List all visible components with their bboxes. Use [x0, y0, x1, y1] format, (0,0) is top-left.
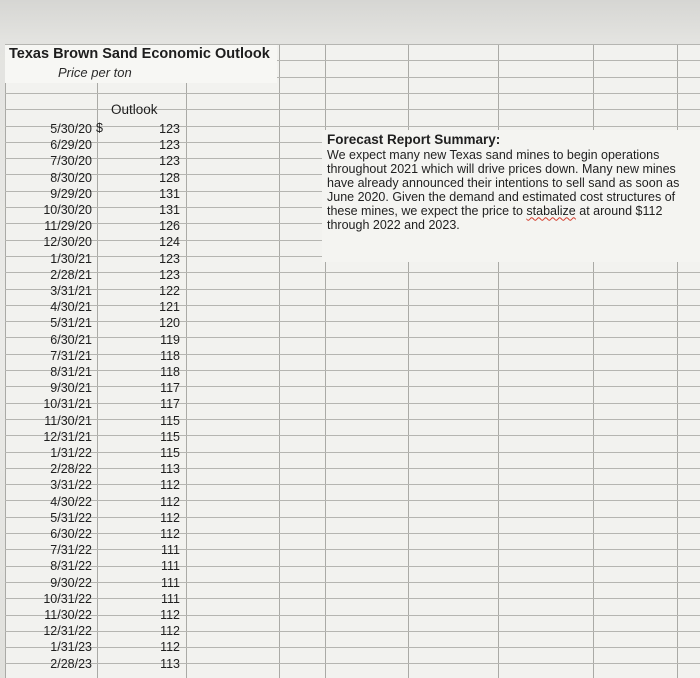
row-outlook-value[interactable]: 111 — [160, 576, 180, 590]
sheet-subtitle: Price per ton — [58, 65, 132, 80]
row-date[interactable]: 10/31/21 — [43, 397, 92, 411]
row-outlook-value[interactable]: 121 — [159, 300, 180, 314]
row-outlook-value[interactable]: 112 — [160, 511, 180, 525]
row-outlook-value[interactable]: 112 — [160, 495, 180, 509]
row-outlook-value[interactable]: 131 — [159, 203, 180, 217]
row-date[interactable]: 11/30/21 — [44, 414, 92, 428]
row-date[interactable]: 11/30/22 — [44, 608, 92, 622]
row-date[interactable]: 6/30/21 — [50, 333, 92, 347]
row-outlook-value[interactable]: 131 — [159, 187, 180, 201]
row-date[interactable]: 2/28/21 — [50, 268, 92, 282]
column-header-outlook: Outlook — [111, 102, 158, 117]
row-date[interactable]: 7/31/21 — [50, 349, 92, 363]
summary-text — [327, 148, 699, 233]
row-date[interactable]: 9/29/20 — [50, 187, 92, 201]
row-outlook-value[interactable]: 117 — [160, 381, 180, 395]
row-date[interactable]: 8/30/20 — [50, 171, 92, 185]
row-outlook-value[interactable]: 123 — [159, 122, 180, 136]
row-outlook-value[interactable]: 115 — [160, 446, 180, 460]
row-outlook-value[interactable]: 112 — [160, 640, 180, 654]
row-outlook-value[interactable]: 112 — [160, 624, 180, 638]
row-outlook-value[interactable]: 112 — [160, 527, 180, 541]
row-date[interactable]: 11/29/20 — [44, 219, 92, 233]
row-outlook-value[interactable]: 128 — [159, 171, 180, 185]
row-date[interactable]: 8/31/21 — [50, 365, 92, 379]
row-outlook-value[interactable]: 112 — [160, 608, 180, 622]
row-date[interactable]: 12/30/20 — [43, 235, 92, 249]
row-outlook-value[interactable]: 111 — [160, 543, 180, 557]
row-date[interactable]: 7/30/20 — [50, 154, 92, 168]
row-date[interactable]: 12/31/21 — [43, 430, 92, 444]
row-outlook-value[interactable]: 126 — [159, 219, 180, 233]
row-date[interactable]: 8/31/22 — [50, 559, 92, 573]
row-date[interactable]: 4/30/21 — [50, 300, 92, 314]
row-outlook-value[interactable]: 123 — [159, 154, 180, 168]
row-outlook-value[interactable]: 118 — [160, 365, 180, 379]
row-outlook-value[interactable]: 120 — [159, 316, 180, 330]
row-date[interactable]: 9/30/21 — [50, 381, 92, 395]
row-date[interactable]: 4/30/22 — [50, 495, 92, 509]
row-outlook-value[interactable]: 119 — [160, 333, 180, 347]
row-date[interactable]: 9/30/22 — [50, 576, 92, 590]
row-date[interactable]: 6/30/22 — [50, 527, 92, 541]
row-outlook-value[interactable]: 111 — [160, 559, 180, 573]
row-date[interactable]: 7/31/22 — [50, 543, 92, 557]
row-outlook-value[interactable]: 113 — [160, 657, 180, 671]
row-date[interactable]: 10/30/20 — [43, 203, 92, 217]
row-date[interactable]: 1/31/22 — [50, 446, 92, 460]
row-date[interactable]: 1/30/21 — [50, 252, 92, 266]
row-date[interactable]: 1/31/23 — [50, 640, 92, 654]
row-date[interactable]: 2/28/23 — [50, 657, 92, 671]
row-outlook-value[interactable]: 115 — [160, 414, 180, 428]
row-date[interactable]: 5/30/20 — [50, 122, 92, 136]
sheet-title: Texas Brown Sand Economic Outlook — [9, 46, 270, 62]
row-date[interactable]: 5/31/22 — [50, 511, 92, 525]
row-outlook-value[interactable]: 123 — [159, 268, 180, 282]
row-outlook-value[interactable]: 111 — [160, 592, 180, 606]
row-outlook-value[interactable]: 123 — [159, 252, 180, 266]
grid-row-line — [5, 109, 700, 110]
row-date[interactable]: 10/31/22 — [43, 592, 92, 606]
summary-title: Forecast Report Summary: — [327, 132, 501, 147]
row-outlook-value[interactable]: 112 — [160, 478, 180, 492]
row-outlook-value[interactable]: 122 — [159, 284, 180, 298]
summary-text-before: We expect many new Texas sand mines to begin operations throughout 2021 which will drive prices down. Many new mines have already announced their intentions to sell sand as soon as June 2020. Given the demand and estimated cost structures of these mines, we expect the price to — [327, 148, 680, 219]
row-date[interactable]: 12/31/22 — [43, 624, 92, 638]
row-date[interactable]: 3/31/21 — [50, 284, 92, 298]
row-date[interactable]: 2/28/22 — [50, 462, 92, 476]
row-date[interactable]: 6/29/20 — [50, 138, 92, 152]
row-outlook-value[interactable]: 117 — [160, 397, 180, 411]
row-outlook-value[interactable]: 118 — [160, 349, 180, 363]
row-outlook-value[interactable]: 113 — [160, 462, 180, 476]
summary-text-after: at around $112 through 2022 and 2023. — [327, 204, 663, 233]
row-date[interactable]: 3/31/22 — [50, 478, 92, 492]
row-outlook-value[interactable]: 115 — [160, 430, 180, 444]
grid-row-line — [5, 93, 700, 94]
currency-symbol: $ — [96, 121, 103, 135]
row-outlook-value[interactable]: 124 — [159, 235, 180, 249]
misspelled-word: stabalize — [526, 204, 576, 219]
row-date[interactable]: 5/31/21 — [50, 316, 92, 330]
row-outlook-value[interactable]: 123 — [159, 138, 180, 152]
